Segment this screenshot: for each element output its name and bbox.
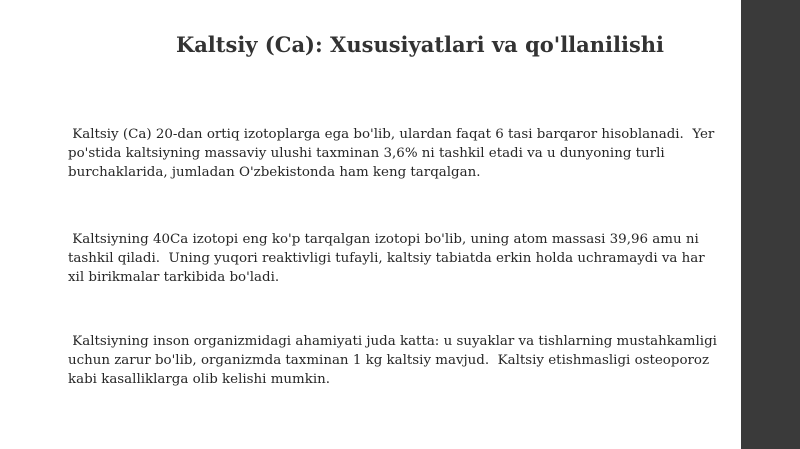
paragraph-health bbox=[68, 332, 768, 389]
paragraph-line: Kaltsiyning 40Ca izotopi eng ko'p tarqalgan izotopi bo'lib, uning atom massasi 39,96 amu ni bbox=[68, 232, 699, 247]
paragraph-line: uchun zarur bo'lib, organizmda taxminan 1 kg kaltsiy mavjud. Kaltsiy etishmasligi osteoporoz bbox=[68, 353, 710, 368]
right-side-panel bbox=[741, 0, 800, 449]
paragraph-line: xil birikmalar tarkibida bo'ladi. bbox=[68, 270, 280, 285]
paragraph-line: Kaltsiy (Ca) 20-dan ortiq izotoplarga ega bo'lib, ulardan faqat 6 tasi barqaror hisoblanadi. Yer bbox=[68, 127, 715, 142]
paragraph-line: burchaklarida, jumladan O'zbekistonda ham keng tarqalgan. bbox=[68, 165, 481, 180]
paragraph-line: po'stida kaltsiyning massaviy ulushi taxminan 3,6% ni tashkil etadi va u dunyoning turli bbox=[68, 146, 665, 161]
paragraph-isotopes bbox=[68, 125, 768, 182]
paragraph-line: tashkil qiladi. Uning yuqori reaktivligi tufayli, kaltsiy tabiatda erkin holda uchramaydi va har bbox=[68, 251, 705, 266]
paragraph-ca40 bbox=[68, 230, 768, 287]
slide-title: Kaltsiy (Ca): Xususiyatlari va qo'llanilishi bbox=[175, 32, 665, 57]
paragraph-line: kabi kasalliklarga olib kelishi mumkin. bbox=[68, 372, 330, 387]
paragraph-line: Kaltsiyning inson organizmidagi ahamiyati juda katta: u suyaklar va tishlarning mustahkamligi bbox=[68, 334, 717, 349]
